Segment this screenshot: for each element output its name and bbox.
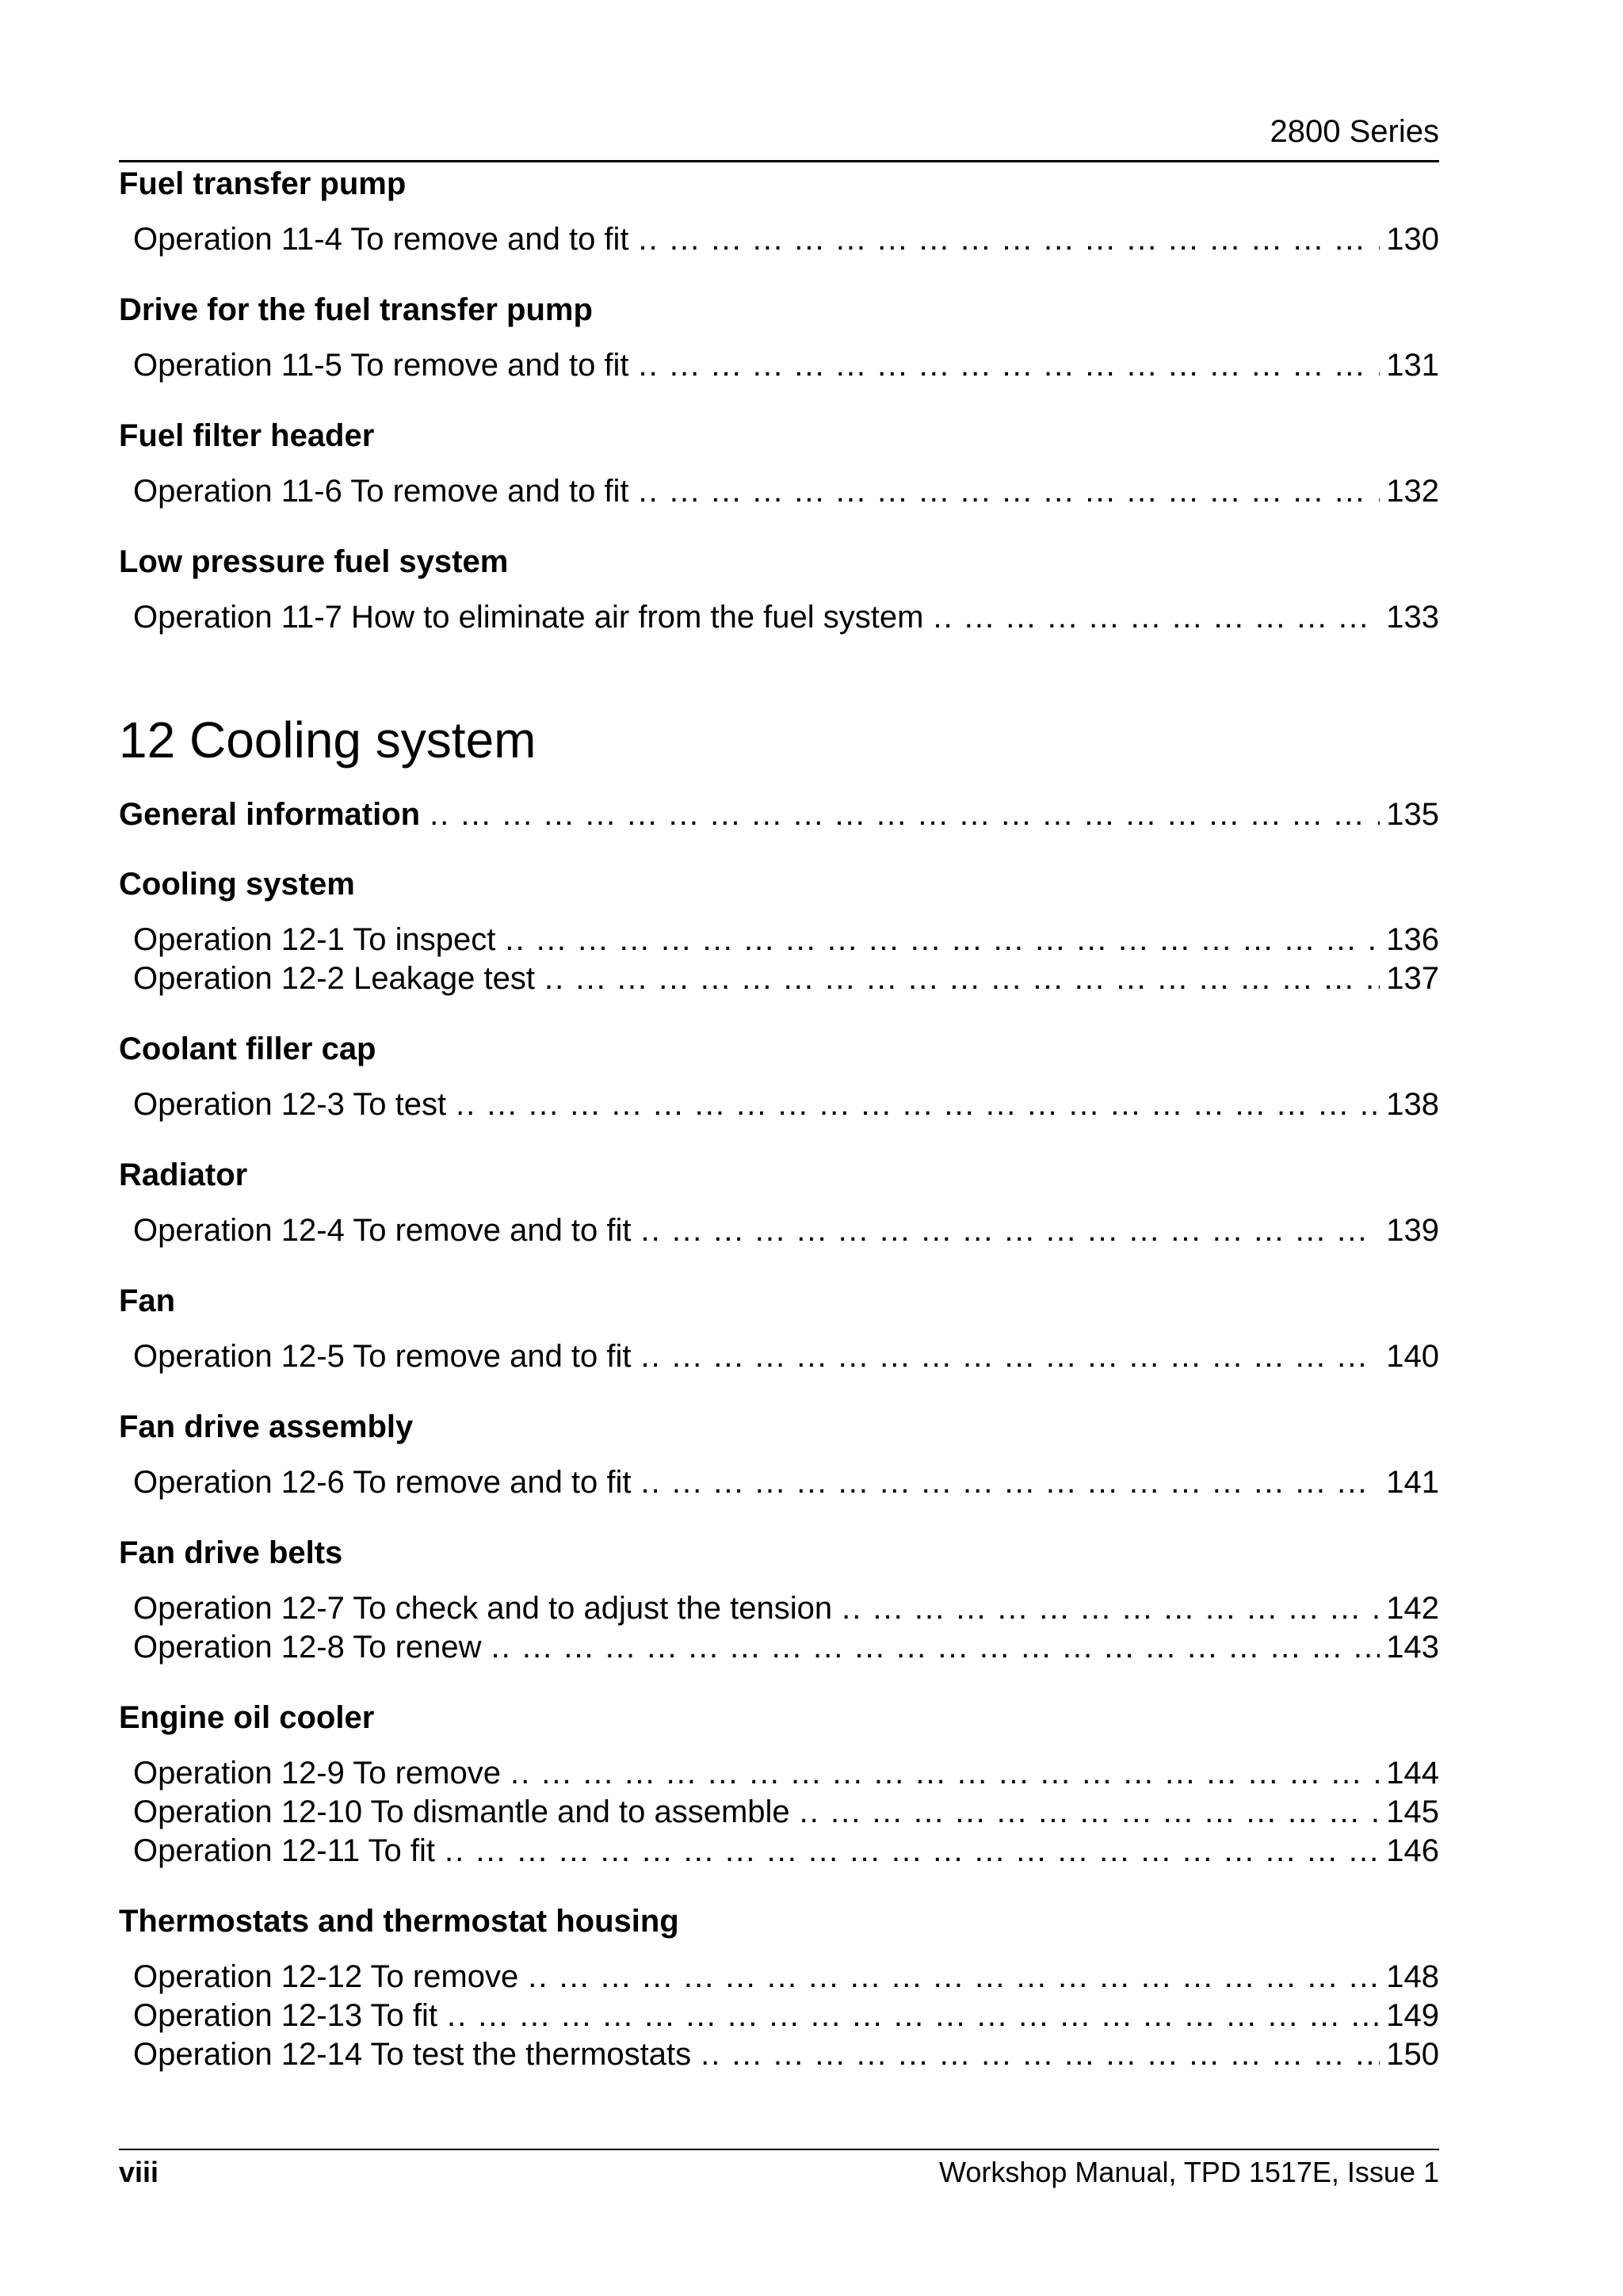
toc-page-number: 136 <box>1386 922 1439 957</box>
toc-page-number: 137 <box>1386 961 1439 996</box>
toc-page-number: 145 <box>1386 1794 1439 1829</box>
toc-entry-label: Operation 12-5 To remove and to fit <box>133 1339 632 1374</box>
toc-entry-general-information[interactable] <box>119 795 1439 833</box>
toc-page-number: 140 <box>1386 1339 1439 1374</box>
section-title: Low pressure fuel system <box>119 544 509 579</box>
toc-page-number: 138 <box>1386 1087 1439 1122</box>
toc-page-number: 139 <box>1386 1213 1439 1248</box>
section-title: Drive for the fuel transfer pump <box>119 292 593 327</box>
toc-entry[interactable] <box>119 1337 1439 1376</box>
toc-entry-label: Operation 12-10 To dismantle and to assemble <box>133 1794 790 1829</box>
toc-entry[interactable] <box>119 1997 1439 2035</box>
toc-entry[interactable] <box>119 1958 1439 1997</box>
toc-entry[interactable] <box>119 1211 1439 1250</box>
section-entries <box>119 1085 1439 1124</box>
toc-content <box>119 165 1439 2106</box>
toc-entry[interactable] <box>119 1793 1439 1832</box>
section-entries <box>119 1589 1439 1667</box>
toc-page-number: 135 <box>1386 797 1439 832</box>
section-title: Engine oil cooler <box>119 1700 375 1735</box>
dot-leader <box>842 1589 1380 1628</box>
section-entries <box>119 1463 1439 1502</box>
dot-leader <box>544 959 1380 998</box>
toc-entry[interactable] <box>119 1085 1439 1124</box>
toc-entry-label: Operation 12-2 Leakage test <box>133 961 536 996</box>
toc-page-number: 148 <box>1386 1959 1439 1994</box>
page-header <box>119 109 1439 162</box>
toc-entry[interactable] <box>119 1628 1439 1667</box>
toc-entry[interactable] <box>119 598 1439 637</box>
dot-leader <box>445 1832 1380 1871</box>
dot-leader <box>800 1793 1381 1832</box>
section-title: Radiator <box>119 1158 248 1192</box>
section-entries <box>119 346 1439 385</box>
chapter-heading: 12 Cooling system <box>119 711 537 769</box>
section-entries <box>119 1337 1439 1376</box>
toc-entry-label: Operation 12-1 To inspect <box>133 922 496 957</box>
section-title: Fan drive assembly <box>119 1409 414 1444</box>
dot-leader <box>528 1958 1380 1997</box>
toc-page-number: 149 <box>1386 1998 1439 2033</box>
toc-entry-label: Operation 12-3 To test <box>133 1087 447 1122</box>
toc-entry-label: Operation 11-6 To remove and to fit <box>133 474 629 509</box>
toc-entry-label: Operation 12-8 To renew <box>133 1630 482 1665</box>
page-footer <box>119 2149 1439 2190</box>
toc-entry-label: Operation 11-5 To remove and to fit <box>133 348 629 383</box>
section-entries <box>119 1211 1439 1250</box>
toc-entry-label: Operation 11-4 To remove and to fit <box>133 222 629 257</box>
dot-leader <box>701 2035 1380 2074</box>
toc-page <box>119 0 1439 2296</box>
toc-entry-label: Operation 12-11 To fit <box>133 1833 435 1868</box>
toc-entry[interactable] <box>119 346 1439 385</box>
dot-leader <box>491 1628 1381 1667</box>
dot-leader <box>510 1754 1380 1793</box>
toc-page-number: 130 <box>1386 222 1439 257</box>
dot-leader <box>641 1211 1381 1250</box>
toc-entry[interactable] <box>119 220 1439 259</box>
toc-entry[interactable] <box>119 959 1439 998</box>
toc-entry-label: Operation 12-9 To remove <box>133 1756 501 1791</box>
section-entries <box>119 220 1439 259</box>
section-title: Cooling system <box>119 867 355 902</box>
toc-sections-chapter-11 <box>119 165 1439 637</box>
dot-leader <box>456 1085 1380 1124</box>
toc-page-number: 150 <box>1386 2037 1439 2072</box>
toc-entry-label: Operation 12-4 To remove and to fit <box>133 1213 632 1248</box>
section-title: Fuel filter header <box>119 418 375 453</box>
toc-entry[interactable] <box>119 1754 1439 1793</box>
toc-entry[interactable] <box>119 472 1439 511</box>
toc-page-number: 142 <box>1386 1591 1439 1626</box>
dot-leader <box>447 1997 1380 2035</box>
toc-page-number: 131 <box>1386 348 1439 383</box>
toc-entry-label: Operation 12-7 To check and to adjust the tension <box>133 1591 833 1626</box>
section-entries <box>119 1958 1439 2074</box>
section-entries <box>119 598 1439 637</box>
section-entries <box>119 921 1439 998</box>
toc-entry[interactable] <box>119 1463 1439 1502</box>
section-title: Fan drive belts <box>119 1535 343 1570</box>
toc-entry-label: General information <box>119 797 421 832</box>
dot-leader <box>639 220 1381 259</box>
dot-leader <box>505 921 1380 959</box>
dot-leader <box>641 1463 1381 1502</box>
toc-entry-label: Operation 12-12 To remove <box>133 1959 519 1994</box>
series-title: 2800 Series <box>1270 114 1439 149</box>
toc-entry-label: Operation 12-14 To test the thermostats <box>133 2037 692 2072</box>
toc-entry[interactable] <box>119 2035 1439 2074</box>
toc-entry-label: Operation 12-13 To fit <box>133 1998 437 2033</box>
section-title: Fuel transfer pump <box>119 166 407 201</box>
section-entries <box>119 472 1439 511</box>
section-entries <box>119 1754 1439 1871</box>
toc-page-number: 133 <box>1386 600 1439 635</box>
toc-entry[interactable] <box>119 1832 1439 1871</box>
dot-leader <box>933 598 1380 637</box>
toc-page-number: 132 <box>1386 474 1439 509</box>
section-title: Thermostats and thermostat housing <box>119 1904 679 1939</box>
toc-page-number: 141 <box>1386 1465 1439 1500</box>
dot-leader <box>430 795 1380 833</box>
toc-entry[interactable] <box>119 921 1439 959</box>
toc-entry[interactable] <box>119 1589 1439 1628</box>
toc-sections-chapter-12 <box>119 865 1439 2074</box>
manual-reference: Workshop Manual, TPD 1517E, Issue 1 <box>938 2156 1439 2188</box>
section-title: Coolant filler cap <box>119 1032 376 1066</box>
toc-entry-label: Operation 12-6 To remove and to fit <box>133 1465 632 1500</box>
page-number: viii <box>119 2156 159 2188</box>
toc-page-number: 144 <box>1386 1756 1439 1791</box>
dot-leader <box>639 346 1381 385</box>
toc-entry-label: Operation 11-7 How to eliminate air from the fuel system <box>133 600 924 635</box>
section-title: Fan <box>119 1283 176 1318</box>
dot-leader <box>639 472 1381 511</box>
toc-page-number: 143 <box>1386 1630 1439 1665</box>
dot-leader <box>641 1337 1381 1376</box>
toc-page-number: 146 <box>1386 1833 1439 1868</box>
